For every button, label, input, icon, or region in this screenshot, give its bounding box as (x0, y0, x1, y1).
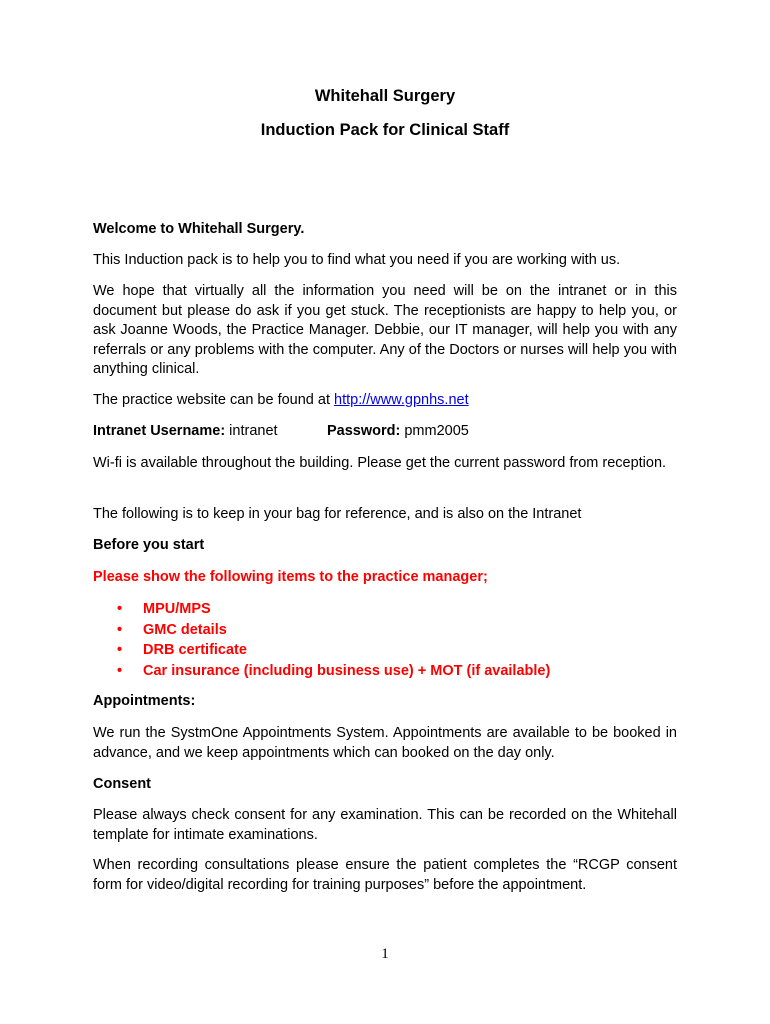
consent-paragraph: Please always check consent for any examination. This can be recorded on the Whitehall template for intimate examinations. (93, 807, 677, 843)
password-label: Password: (327, 423, 401, 439)
website-text: The practice website can be found at (93, 392, 335, 408)
consent-heading: Consent (93, 776, 151, 792)
list-item: • MPU/MPS (93, 599, 677, 620)
list-item: • GMC details (93, 620, 677, 641)
appointments-paragraph: We run the SystmOne Appointments System. Appointments are available to be booked in advance, and we keep appointments which can booked on the day only. (93, 725, 677, 761)
list-item: • DRB certificate (93, 640, 677, 661)
document-subtitle: Induction Pack for Clinical Staff (260, 121, 510, 139)
hope-paragraph: We hope that virtually all the information you need will be on the intranet or in this document but please do ask if you get stuck. The receptionists are happy to help you, or ask Joanne Woods, the Practice Manager. Debbie, our IT manager, will help you with any referrals or any problems with the computer. Any of the Doctors or nurses will help you with anything clinical. (93, 283, 677, 378)
username-value: intranet (225, 423, 278, 439)
password-value: pmm2005 (400, 423, 469, 439)
credentials-line (93, 422, 677, 442)
items-list (93, 599, 677, 681)
website-paragraph (93, 391, 677, 411)
welcome-heading: Welcome to Whitehall Surgery. (93, 221, 305, 237)
intro-paragraph: This Induction pack is to help you to find what you need if you are working with us. (93, 252, 621, 268)
following-paragraph: The following is to keep in your bag for reference, and is also on the Intranet (93, 506, 582, 522)
show-items-heading: Please show the following items to the practice manager; (93, 569, 488, 585)
page-number: 1 (381, 946, 389, 962)
recording-paragraph: When recording consultations please ensure the patient completes the “RCGP consent form for video/digital recording for training purposes” before the appointment. (93, 857, 677, 893)
list-item: • Car insurance (including business use) + MOT (if available) (93, 661, 677, 682)
appointments-heading: Appointments: (93, 693, 196, 709)
wifi-paragraph: Wi-fi is available throughout the building. Please get the current password from reception. (93, 455, 667, 471)
username-label: Intranet Username: (93, 423, 226, 439)
before-heading: Before you start (93, 537, 205, 553)
website-link[interactable]: http://www.gpnhs.net (334, 392, 469, 408)
document-title: Whitehall Surgery (314, 87, 456, 105)
